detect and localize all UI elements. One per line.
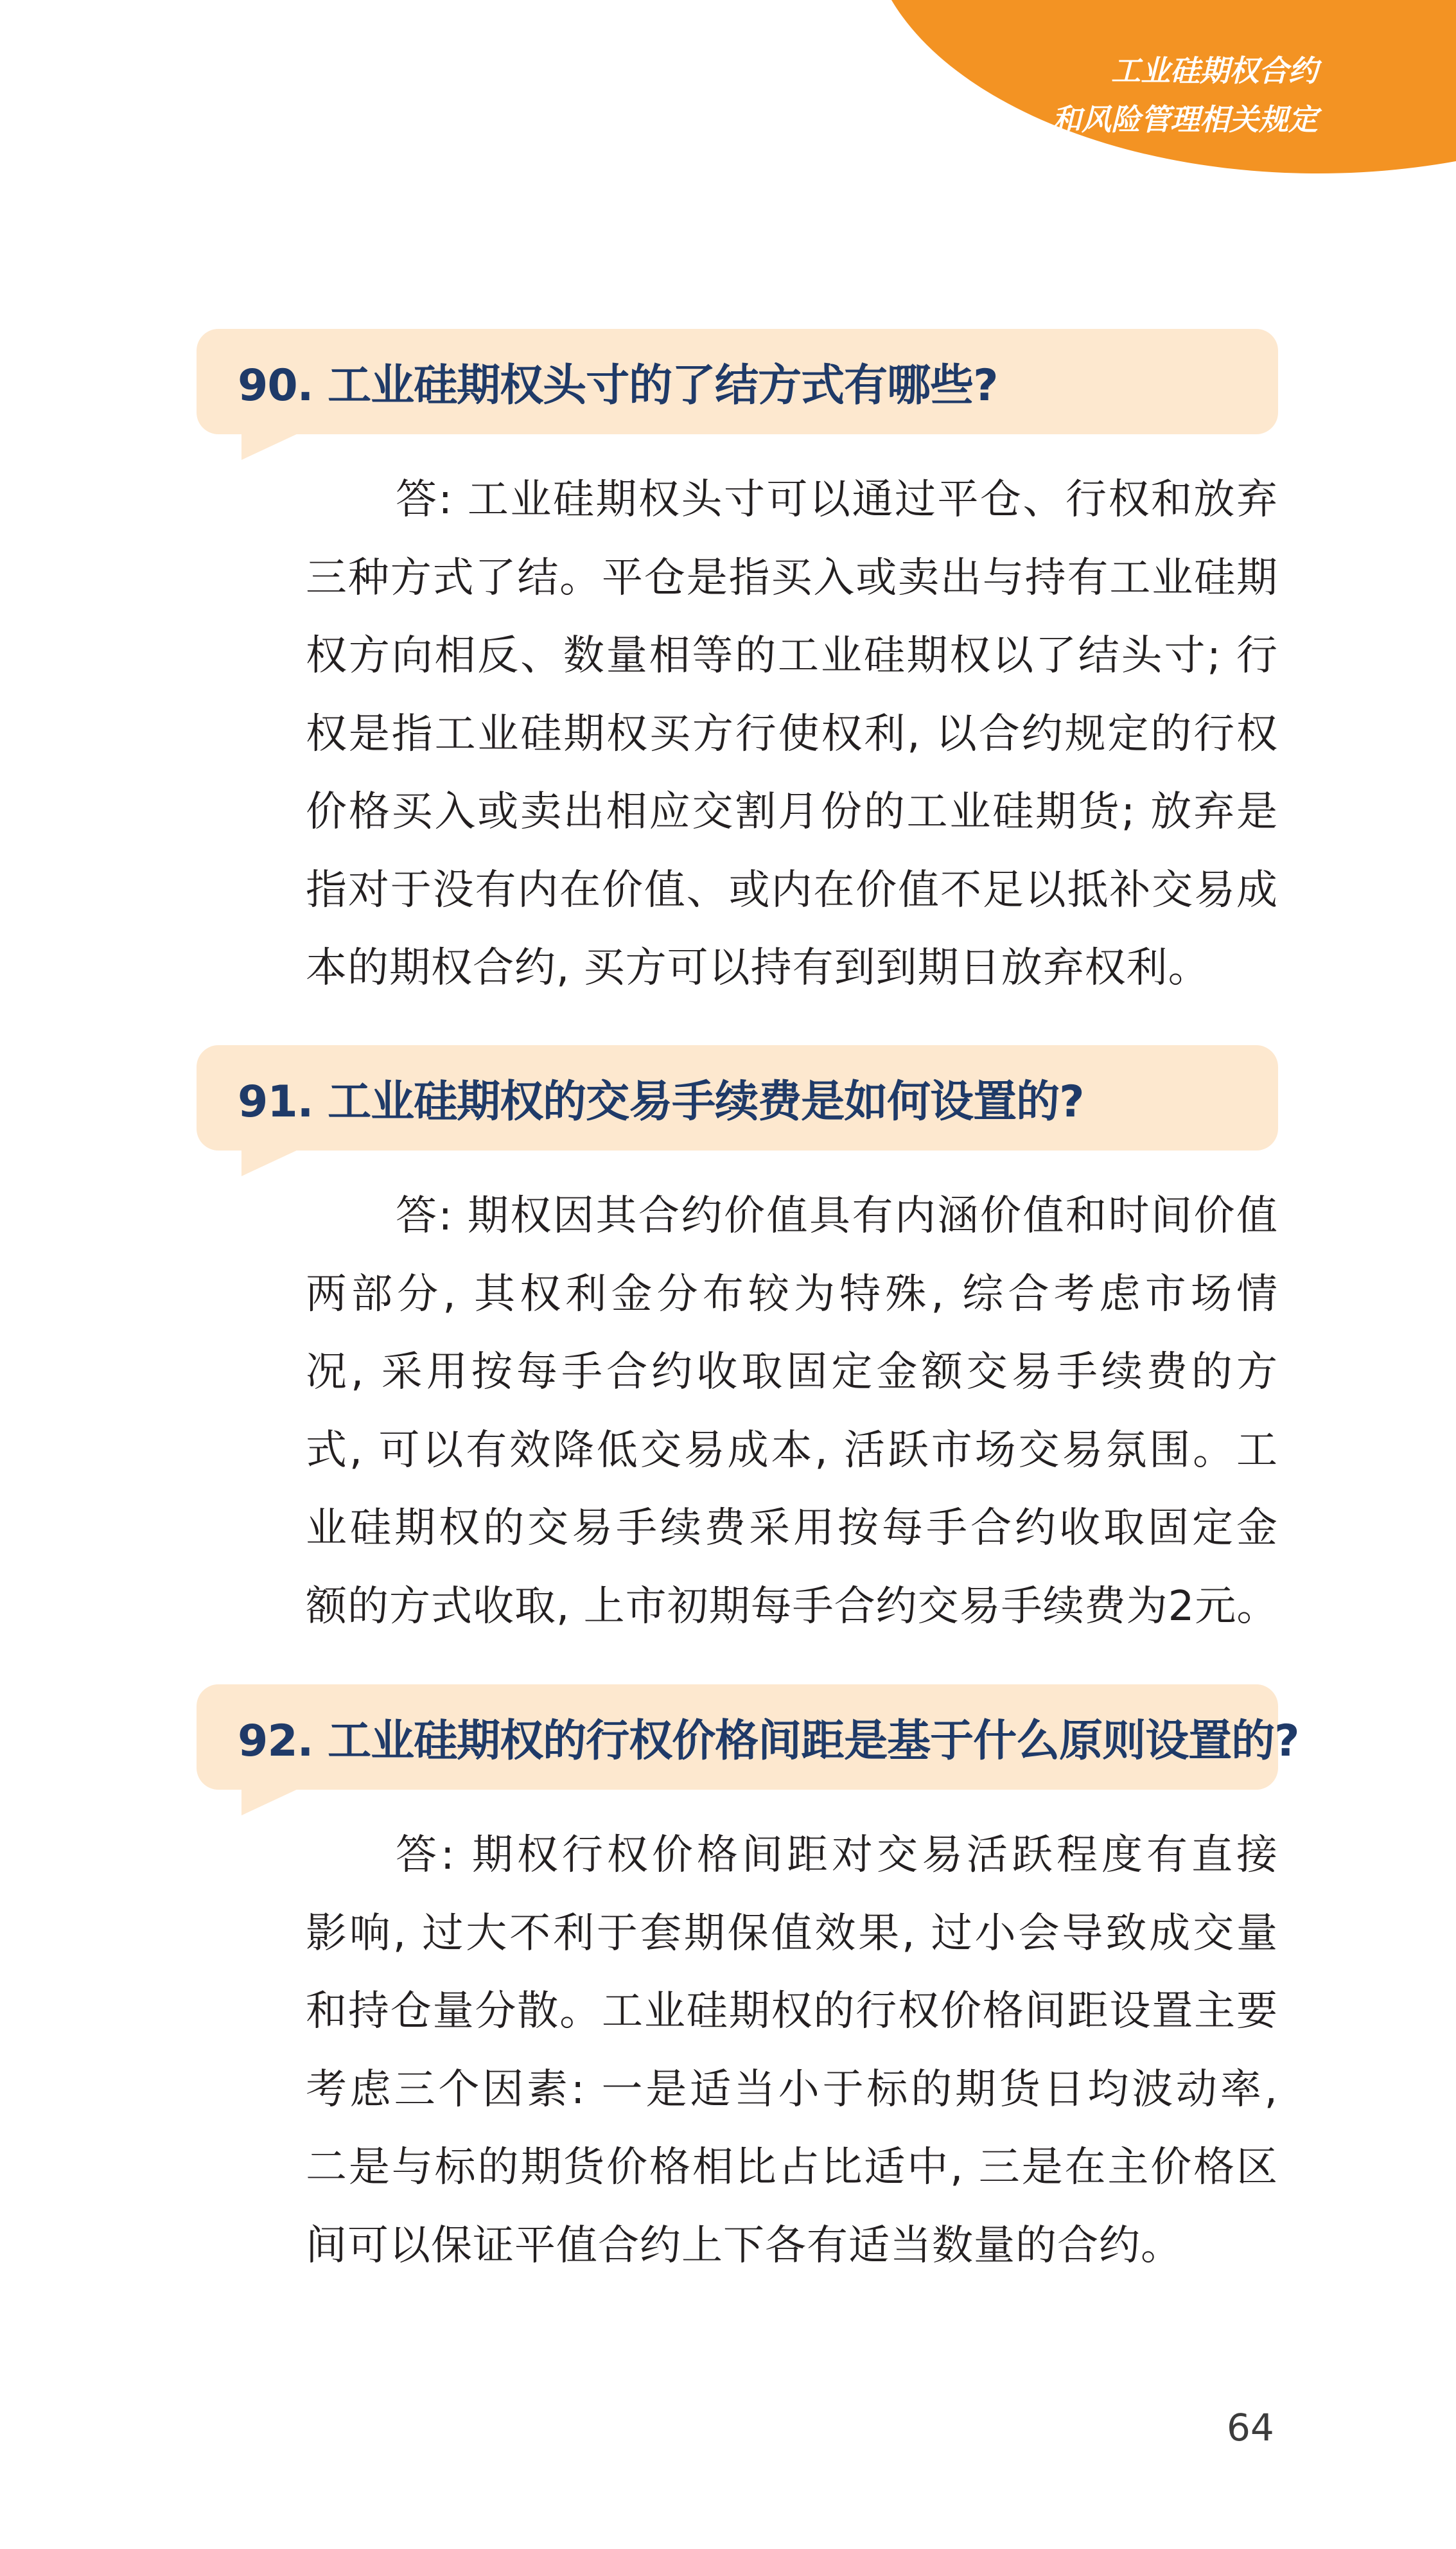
answer-line: 和持仓量分散。工业硅期权的行权价格间距设置主要	[306, 1988, 1278, 2035]
answer-paragraph	[306, 1817, 1278, 2285]
answer-line: 二是与标的期货价格相比占比适中, 三是在主价格区	[306, 2144, 1278, 2191]
answer-line: 间可以保证平值合约上下各有适当数量的合约。	[306, 2221, 1182, 2270]
answer-line: 额的方式收取, 上市初期每手合约交易手续费为2元。	[306, 1582, 1279, 1630]
answer-paragraph	[306, 1177, 1278, 1646]
answer-line: 式, 可以有效降低交易成本, 活跃市场交易氛围。工	[306, 1426, 1278, 1474]
answer-line: 本的期权合约, 买方可以持有到到期日放弃权利。	[306, 944, 1210, 992]
answer-line: 答: 期权行权价格间距对交易活跃程度有直接	[396, 1831, 1278, 1879]
answer-paragraph	[306, 461, 1278, 1008]
answer-line: 两部分, 其权利金分布较为特殊, 综合考虑市场情	[306, 1270, 1278, 1318]
qa-section-91	[197, 1045, 1278, 1646]
answer-line: 影响, 过大不利于套期保值效果, 过小会导致成交量	[306, 1909, 1278, 1957]
question-heading: 90. 工业硅期权头寸的了结方式有哪些?	[238, 360, 998, 411]
answer-line: 况, 采用按每手合约收取固定金额交易手续费的方	[306, 1348, 1278, 1396]
question-bubble	[197, 329, 1278, 434]
question-bubble	[197, 1684, 1299, 1790]
qa-section-90	[197, 329, 1278, 1008]
answer-line: 三种方式了结。平仓是指买入或卖出与持有工业硅期	[306, 554, 1278, 602]
answer-line: 指对于没有内在价值、或内在价值不足以抵补交易成	[306, 866, 1278, 914]
answer-line: 考虑三个因素: 一是适当小于标的期货日均波动率,	[306, 2065, 1278, 2113]
question-heading: 91. 工业硅期权的交易手续费是如何设置的?	[238, 1076, 1084, 1127]
answer-line: 权方向相反、数量相等的工业硅期权以了结头寸; 行	[306, 632, 1278, 680]
page-number: 64	[1227, 2406, 1274, 2449]
answer-line: 价格买入或卖出相应交割月份的工业硅期货; 放弃是	[306, 788, 1278, 836]
answer-line: 答: 工业硅期权头寸可以通过平仓、行权和放弃	[396, 476, 1278, 524]
question-heading: 92. 工业硅期权的行权价格间距是基于什么原则设置的?	[238, 1715, 1299, 1767]
question-bubble	[197, 1045, 1278, 1151]
answer-line: 权是指工业硅期权买方行使权利, 以合约规定的行权	[306, 710, 1278, 758]
chapter-title-line-2: 和风险管理相关规定	[1052, 102, 1318, 137]
chapter-title	[1052, 46, 1318, 144]
qa-section-92	[197, 1684, 1299, 2285]
answer-line: 答: 期权因其合约价值具有内涵价值和时间价值	[396, 1192, 1278, 1240]
answer-line: 业硅期权的交易手续费采用按每手合约收取固定金	[306, 1504, 1278, 1552]
chapter-title-line-1: 工业硅期权合约	[1111, 53, 1318, 88]
